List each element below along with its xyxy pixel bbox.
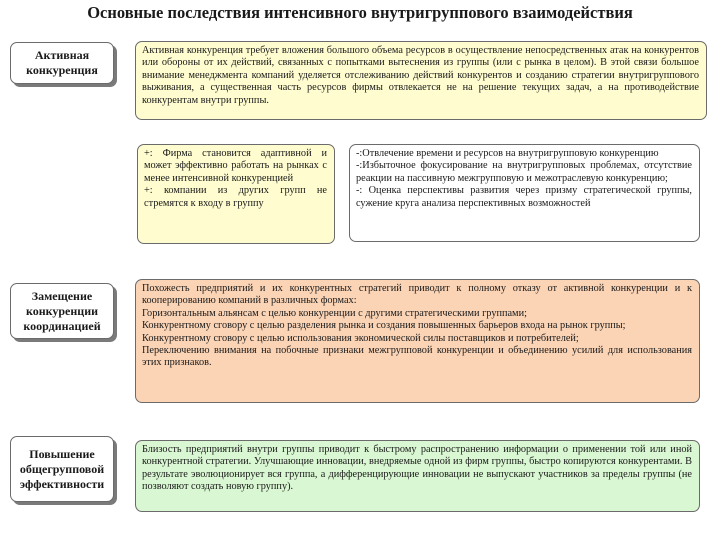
description-coordination-line: Горизонтальным альянсам с целью конкуренции с другими стратегическими группами; <box>142 307 527 319</box>
pros-box <box>137 144 335 244</box>
label-active-competition <box>10 42 114 84</box>
label-coordination <box>10 283 114 339</box>
description-coordination-line: Похожесть предприятий и их конкурентных стратегий приводит к полному отказу от активной конкуренции и к кооперированию компаний в различных формах: <box>142 283 692 307</box>
page-title: Основные последствия интенсивного внутригруппового взаимодействия <box>87 3 633 22</box>
pros-item: +: Фирма становится адаптивной и может эффективно работать на рынках с менее интенсивной конкуренцией <box>144 148 327 184</box>
description-coordination-line: Переключению внимания на побочные признаки межгрупповой конкуренции и объединению усилий для использования этих признаков. <box>142 345 692 369</box>
description-coordination-line: Конкурентному сговору с целью использования экономической силы поставщиков и потребителей; <box>142 332 579 344</box>
label-group-efficiency <box>10 436 114 502</box>
description-coordination-line: Конкурентному сговору с целью разделения рынка и создания повышенных барьеров входа на рынок группы; <box>142 320 626 332</box>
description-active-competition-text: Активная конкуренция требует вложения большого объема ресурсов в осуществление непосредственных атак на конкурентов или обороны от их действий, связанных с попытками вытеснения из группы (или с рынка в целом). В этой связи большое внимание менеджмента компаний уделяется отслеживанию действий конкурентов и созданию стратегии внутригруппового выживания, а существенная часть ресурсов фирмы отвлекается не на решение текущих задач, а на противодействие конкурентам внутри группы. <box>142 45 699 106</box>
description-coordination <box>135 279 700 403</box>
cons-item: -: Оценка перспективы развития через призму стратегической группы, сужение круга анализа перспективных возможностей <box>356 185 692 209</box>
description-group-efficiency-text: Близость предприятий внутри группы приводит к быстрому распространению информации о применении той или иной конкурентной стратегии. Улучшающие инновации, внедряемые одной из фирм группы, быстро копируются конкурентами. В результате эволюционирует вся группа, а дифференцирующие инновации не выпускают участников за пределы группы (не позволяют создать новую группу). <box>142 444 692 493</box>
label-group-efficiency-text: Повышение общегрупповой эффективности <box>19 446 105 491</box>
pros-item: +: компании из других групп не стремятся к входу в группу <box>144 185 327 209</box>
description-group-efficiency <box>135 440 700 512</box>
label-active-competition-text: Активная конкуренция <box>26 48 98 77</box>
label-coordination-text: Замещение конкуренции координацией <box>23 288 101 333</box>
cons-box <box>349 144 700 242</box>
cons-item: -:Избыточное фокусирование на внутригрупповых проблемах, отсутствие реакции на пассивную межгрупповую и межотраслевую конкуренцию; <box>356 160 692 184</box>
cons-item: -:Отвлечение времени и ресурсов на внутригрупповую конкуренцию <box>356 148 659 159</box>
description-active-competition <box>135 41 707 120</box>
